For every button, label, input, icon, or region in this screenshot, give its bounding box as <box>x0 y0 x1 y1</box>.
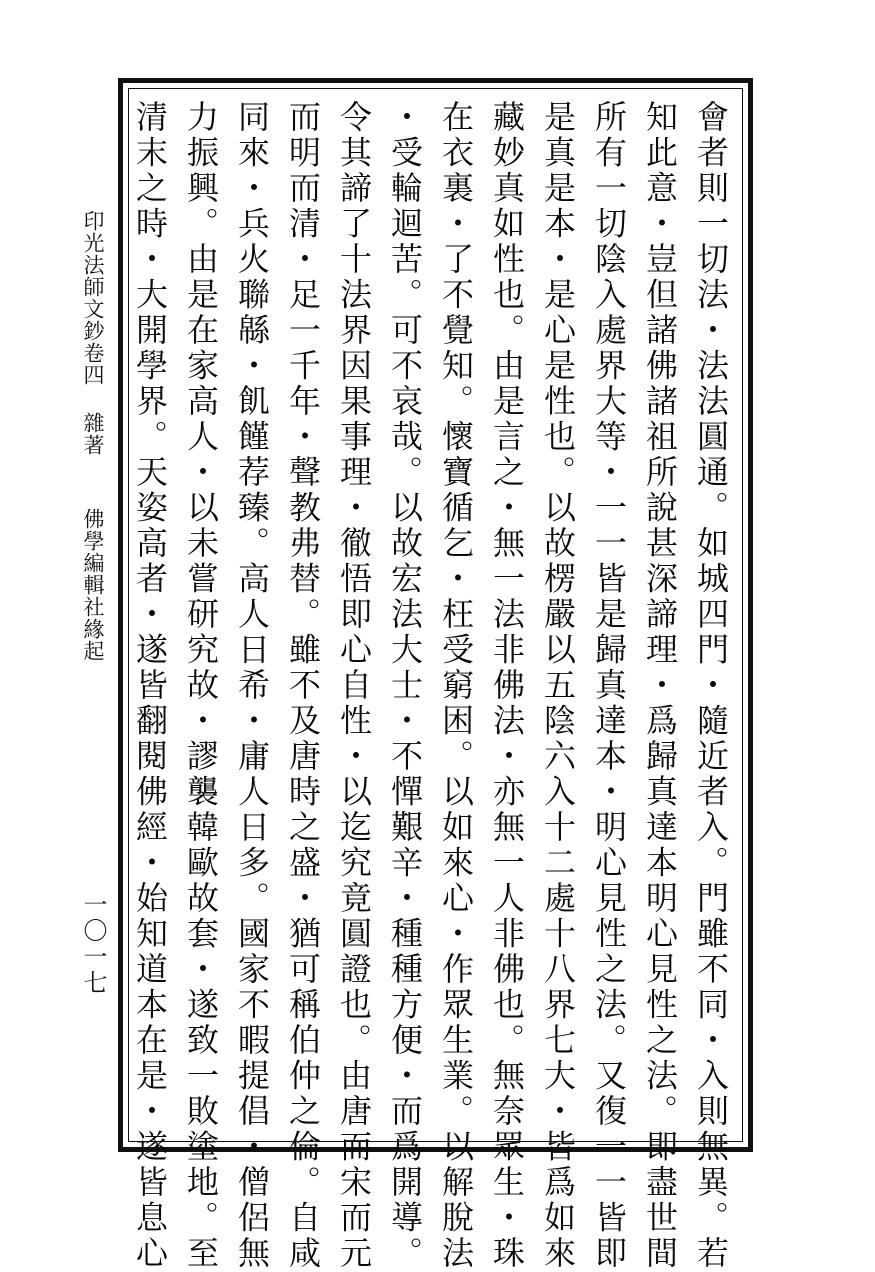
article-title: 佛學編輯社緣起 <box>81 508 105 662</box>
text-column: 力振興。由是在家高人・以未嘗研究故・謬襲韓歐故套・遂致一敗塗地。至 <box>182 100 220 1272</box>
text-column: 清末之時・大開學界。天姿高者・遂皆翻閱佛經・始知道本在是・遂皆息心 <box>131 100 169 1272</box>
text-column: ・受輪迴苦。可不哀哉。以故宏法大士・不憚艱辛・種種方便・而爲開導。 <box>386 100 424 1272</box>
text-column: 在衣裏・了不覺知。懷寶循乞・枉受窮困。以如來心・作眾生業。以解脫法 <box>437 100 475 1272</box>
text-column: 所有一切陰入處界大等・一一皆是歸真達本・明心見性之法。又復一一皆即 <box>590 100 628 1272</box>
text-column: 令其諦了十法界因果事理・徹悟即心自性・以迄究竟圓證也。由唐而宋而元 <box>335 100 373 1272</box>
section-label: 雜著 <box>81 412 105 456</box>
page-number: 一〇一七 <box>79 892 107 996</box>
text-column: 同來・兵火聯緜・飢饉荐臻。高人日希・庸人日多。國家不暇提倡・僧侶無 <box>233 100 271 1272</box>
text-column: 藏妙真如性也。由是言之・無一法非佛法・亦無一人非佛也。無奈眾生・珠 <box>488 100 526 1272</box>
text-column: 會者則一切法・法法圓通。如城四門・隨近者入。門雖不同・入則無異。若 <box>692 100 730 1272</box>
text-column: 知此意・豈但諸佛諸祖所說甚深諦理・爲歸真達本明心見性之法。即盡世間 <box>641 100 679 1272</box>
book-title: 印光法師文鈔卷四 <box>81 210 105 386</box>
text-column: 而明而清・足一千年・聲教弗替。雖不及唐時之盛・猶可稱伯仲之倫。自咸 <box>284 100 322 1272</box>
body-text <box>131 100 736 1272</box>
running-header <box>78 210 108 662</box>
text-column: 是真是本・是心是性也。以故楞嚴以五陰六入十二處十八界七大・皆爲如來 <box>539 100 577 1272</box>
